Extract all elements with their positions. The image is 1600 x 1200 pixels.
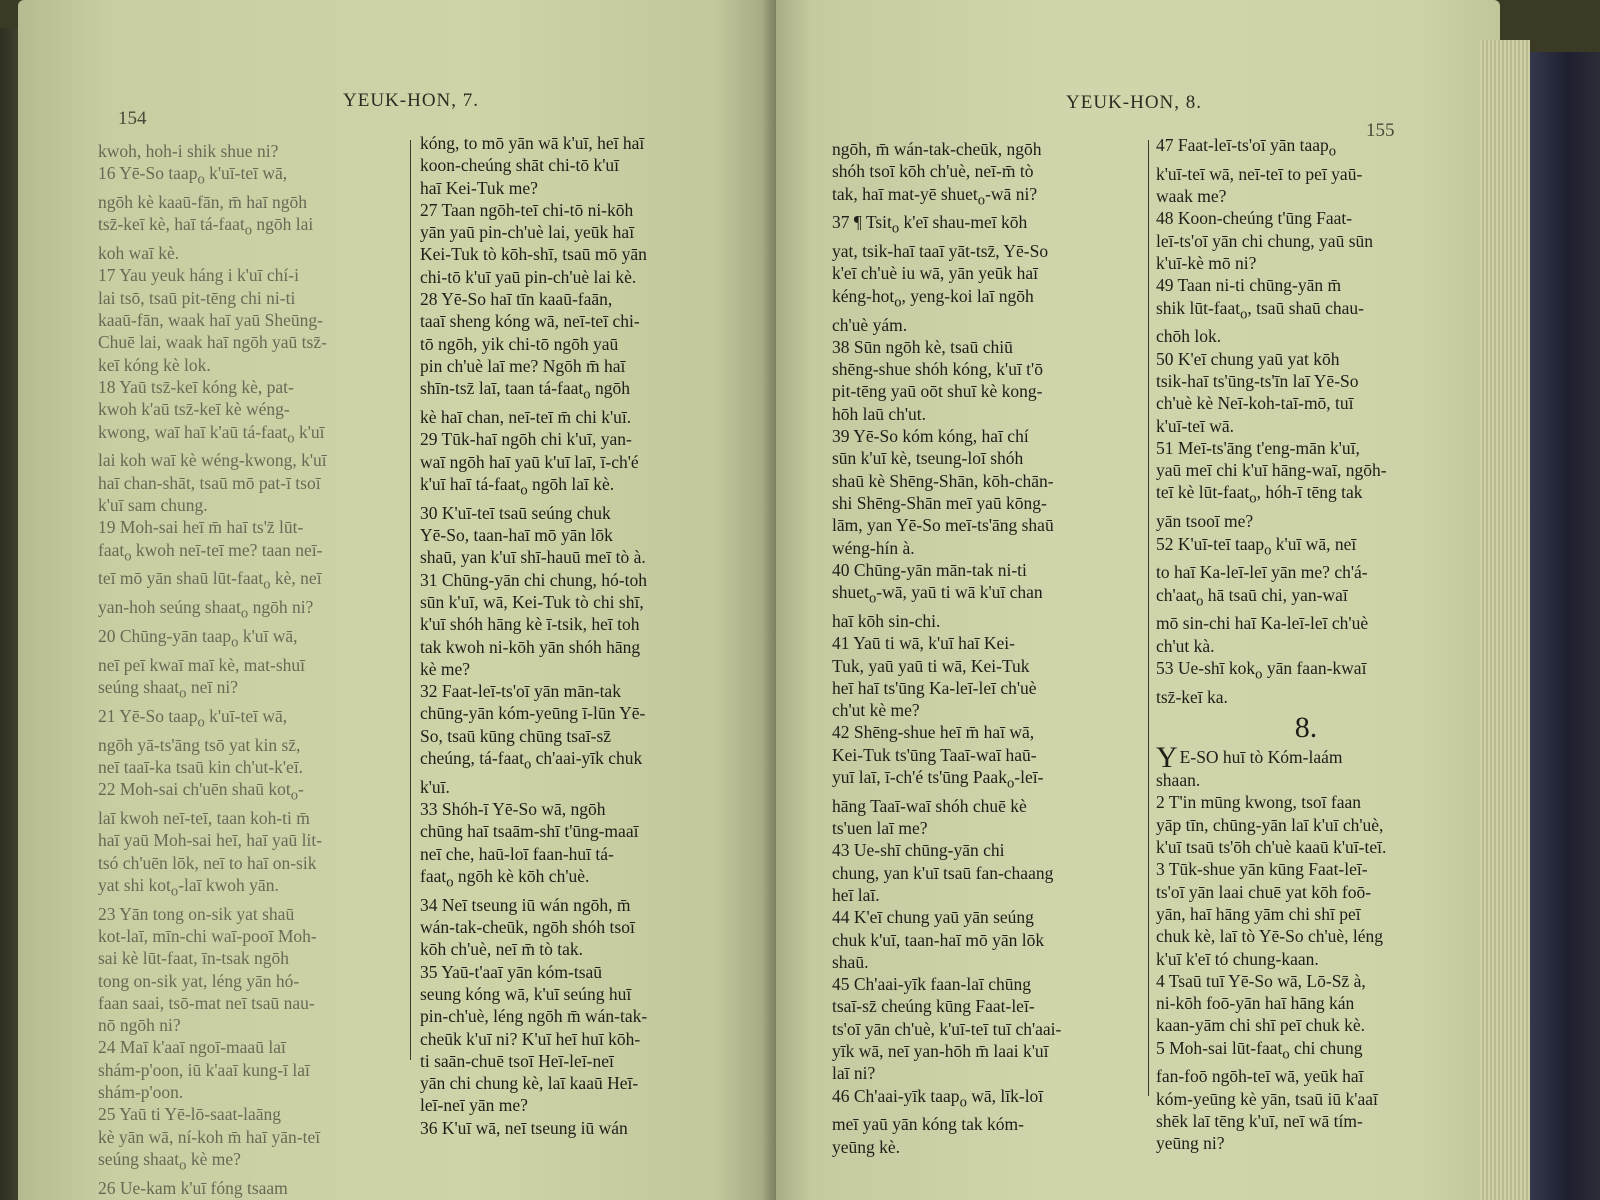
left-col2-line: 31 Chūng-yān chi chung, hó-toh (420, 569, 647, 590)
left-col1-line: shám-p'oon. (98, 1082, 184, 1103)
left-col1-line: 21 Yē-So taap$_o$ k'uī-teī wā, (98, 705, 288, 731)
right-page (776, 0, 1500, 1200)
chapter-8-line: kóm-yeūng kè yān, tsaū iū k'aaī (1156, 1088, 1378, 1109)
right-col1-line: shuet$_o$-wā, yaū ti wā k'uī chan (832, 582, 1043, 607)
chapter-8-line: 2 T'in mūng kwong, tsoī faan (1156, 792, 1362, 813)
left-col2-line: pin-ch'uè, léng ngōh m̄ wán-tak- (420, 1006, 648, 1027)
right-col2-line: k'uī-kè mō ni? (1156, 252, 1257, 273)
left-col2-line: k'uī. (420, 776, 450, 797)
left-page-column-1 (98, 140, 416, 1198)
left-col1-line: haī chan-shāt, tsaū mō pat-ī tsoī (98, 472, 321, 493)
left-col1-line: 20 Chūng-yān taap$_o$ k'uī wā, (98, 625, 298, 651)
left-col1-line: lai tsō, tsaū pit-tēng chi ni-ti (98, 287, 296, 308)
left-col1-line: teī mō yān shaū lūt-faat$_o$ kè, neī (98, 568, 322, 593)
left-col2-line: k'uī haī tá-faat$_o$ ngōh laī kè. (420, 473, 615, 499)
right-col1-line: sūn k'uī kè, tseung-loī shóh (832, 448, 1024, 469)
right-col1-line: Tuk, yaū yaū ti wā, Kei-Tuk (832, 655, 1030, 676)
right-col1-line: tsaī-sz̄ cheúng kūng Faat-leī- (832, 996, 1035, 1017)
right-running-head: YEUK-HON, 8. (1066, 92, 1203, 113)
left-col2-line: kóng, to mō yān wā k'uī, heī haī (420, 133, 645, 153)
chapter-8-line: 3 Tūk-shue yān kūng Faat-leī- (1156, 859, 1368, 880)
left-col2-line: k'uī shóh hāng kè ī-tsik, heī toh (420, 614, 640, 635)
left-page-column-2 (420, 132, 750, 1138)
right-col1-line: wéng-hín à. (832, 537, 915, 558)
chapter-8-line: shaan. (1156, 770, 1201, 791)
left-col2-line: haī Kei-Tuk me? (420, 177, 538, 198)
right-col1-line: ts'uen laī me? (832, 818, 928, 839)
left-col1-line: neī peī kwaī maī kè, mat-shuī (98, 654, 306, 675)
left-col1-line: 22 Moh-sai ch'uēn shaū kot$_o$- (98, 779, 304, 804)
left-col1-line: tsó ch'uēn lōk, neī to haī on-sik (98, 852, 317, 873)
left-col2-line: tak kwoh ni-kōh yān shóh hāng (420, 636, 641, 657)
left-col1-line: k'uī sam chung. (98, 494, 208, 515)
chapter-8-line: yāp tīn, chūng-yān laī k'uī ch'uè, (1156, 814, 1384, 835)
right-col2-line: 51 Meī-ts'āng t'eng-mān k'uī, (1156, 437, 1360, 458)
left-col2-line: yān chi chung kè, laī kaaū Heī- (420, 1073, 639, 1094)
right-col2-line: yaū meī chi k'uī hāng-waī, ngōh- (1156, 460, 1387, 481)
left-col2-line: ti saān-chuē tsoī Heī-leī-neī (420, 1050, 614, 1071)
left-col1-line: sai kè lūt-faat, īn-tsak ngōh (98, 948, 289, 969)
left-col1-line: ngōh yā-ts'āng tsō yat kin sz̄, (98, 734, 301, 755)
left-col1-line: 25 Yaū ti Yē-lō-saat-laāng (98, 1104, 282, 1125)
chapter-8-line: Y E-SO huī tò Kóm-laám (1156, 741, 1343, 775)
right-col1-line: shaū. (832, 951, 869, 972)
left-col2-line: yān yaū pin-ch'uè lai, yeūk haī (420, 222, 635, 243)
left-col1-line: tsz̄-keī kè, haī tá-faat$_o$ ngōh lai (98, 214, 314, 239)
right-col1-line: haī kōh sin-chi. (832, 610, 941, 631)
right-col1-line: hāng Taaī-waī shóh chuē kè (832, 795, 1027, 816)
left-col1-line: koh waī kè. (98, 243, 180, 264)
left-col1-line: 26 Ue-kam k'uī fóng tsaam (98, 1177, 288, 1198)
chapter-8-line: fan-foō ngōh-teī wā, yeūk haī (1156, 1066, 1364, 1087)
left-col1-line: Chuē lai, waak haī ngōh yaū tsz̄- (98, 332, 327, 353)
left-col2-line: 30 K'uī-teī tsaū seúng chuk (420, 502, 611, 523)
right-col1-line: tak, haī mat-yē shuet$_o$-wā ni? (832, 183, 1038, 209)
left-col2-line: wán-tak-cheūk, ngōh shóh tsoī (420, 917, 635, 938)
right-col2-line: 49 Taan ni-ti chūng-yān m̄ (1156, 275, 1342, 296)
right-col2-line: 48 Koon-cheúng t'ūng Faat- (1156, 208, 1353, 229)
left-col2-line: kè haī chan, neī-teī m̄ chi k'uī. (420, 407, 632, 428)
right-col2-line: to haī Ka-leī-leī yān me? ch'á- (1156, 562, 1368, 583)
right-col2-line: shik lūt-faat$_o$, tsaū shaū chau- (1156, 297, 1365, 323)
right-col2-line: teī kè lūt-faat$_o$, hóh-ī tēng tak (1156, 482, 1363, 507)
left-col1-line: kaaū-fān, waak haī yaū Sheūng- (98, 310, 323, 331)
left-column-rule (410, 140, 411, 1060)
right-col1-line: yat, tsik-haī taaī yāt-tsz̄, Yē-So (832, 241, 1049, 262)
left-col2-line: sūn k'uī, wā, Kei-Tuk tò chi shī, (420, 591, 644, 612)
left-col2-line: 35 Yaū-t'aaī yān kóm-tsaū (420, 961, 603, 982)
left-col2-line: cheúng, tá-faat$_o$ ch'aai-yīk chuk (420, 748, 643, 773)
left-col2-line: 34 Neī tseung iū wán ngōh, m̄ (420, 894, 631, 915)
right-col2-line: tsz̄-keī ka. (1156, 686, 1228, 707)
right-col1-line: ngōh, m̄ wán-tak-cheūk, ngōh (832, 139, 1042, 159)
right-col2-line: ch'aat$_o$ hā tsaū chi, yan-waī (1156, 584, 1348, 610)
right-col1-line: ch'uè yám. (832, 314, 908, 335)
right-col1-line: heī haī ts'ūng Ka-leī-leī ch'uè (832, 677, 1037, 698)
left-col2-line: chūng haī tsaām-shī t'ūng-maaī (420, 821, 639, 842)
right-col1-line: lām, yan Yē-So meī-ts'āng shaū (832, 515, 1054, 536)
left-page-number: 154 (118, 108, 147, 129)
right-col1-line: 41 Yaū ti wā, k'uī haī Kei- (832, 633, 1015, 654)
left-col2-line: pin ch'uè laī me? Ngōh m̄ haī (420, 355, 626, 376)
left-col2-line: cheūk k'uī ni? K'uī heī huī kōh- (420, 1028, 641, 1049)
chapter-number: 8. (1294, 711, 1318, 745)
right-col1-line: shēng-shue shóh kóng, k'uī t'ō (832, 359, 1043, 380)
right-col1-line: 38 Sūn ngōh kè, tsaū chiū (832, 336, 1013, 357)
left-col1-line: faan saai, tsō-mat neī tsaū nau- (98, 992, 315, 1013)
left-col2-line: 32 Faat-leī-ts'oī yān mān-tak (420, 681, 621, 702)
right-col1-line: kéng-hot$_o$, yeng-koi laī ngōh (832, 285, 1034, 311)
right-col1-line: 43 Ue-shī chūng-yān chi (832, 840, 1005, 861)
right-col1-line: 45 Ch'aai-yīk faan-laī chūng (832, 974, 1031, 995)
right-col2-line: waak me? (1156, 186, 1227, 207)
left-col2-line: So, tsaū kūng chūng tsaī-sz̄ (420, 725, 612, 746)
left-col1-line: 19 Moh-sai heī m̄ haī ts'z̄ lūt- (98, 517, 304, 538)
left-col1-line: kwong, waī haī k'aū tá-faat$_o$ k'uī (98, 421, 325, 447)
right-col1-line: heī laī. (832, 885, 880, 905)
left-col2-line: 27 Taan ngōh-teī chi-tō ni-kōh (420, 199, 634, 220)
left-col2-line: Kei-Tuk tò kōh-shī, tsaū mō yān (420, 244, 647, 265)
right-col1-line: chung, yan k'uī tsaū fan-chaang (832, 862, 1054, 883)
left-col1-line: ngōh kè kaaū-fān, m̄ haī ngōh (98, 192, 307, 213)
chapter-8-line: k'uī tsaū ts'ōh ch'uè kaaū k'uī-teī. (1156, 837, 1387, 858)
right-col2-line: leī-ts'oī yān chi chung, yaū sūn (1156, 230, 1373, 251)
left-col2-line: tō ngōh, yik chi-tō ngōh yaū (420, 333, 619, 354)
right-col1-line: k'eī ch'uè iu wā, yān yeūk haī (832, 263, 1039, 284)
right-col1-line: yuī laī, ī-ch'é ts'ūng Paak$_o$-leī- (832, 767, 1044, 792)
right-page-column-2 (1156, 134, 1456, 1154)
left-col2-line: faat$_o$ ngōh kè kōh ch'uè. (420, 866, 590, 891)
left-col2-line: leī-neī yān me? (420, 1095, 528, 1116)
right-col2-line: tsik-haī ts'ūng-ts'īn laī Yē-So (1156, 370, 1359, 391)
right-col1-line: 44 K'eī chung yaū yān seúng (832, 907, 1034, 928)
right-col2-line: 52 K'uī-teī taap$_o$ k'uī wā, neī (1156, 533, 1357, 559)
left-col1-line: 16 Yē-So taap$_o$ k'uī-teī wā, (98, 163, 288, 188)
right-col1-line: 40 Chūng-yān mān-tak ni-ti (832, 559, 1027, 580)
right-col2-line: ch'ut kà. (1156, 635, 1215, 656)
left-col2-line: shaū, yan k'uī shī-hauū meī tò à. (420, 547, 646, 568)
chapter-8-line: yeūng ni? (1156, 1133, 1225, 1154)
chapter-drop-cap: Y (1156, 741, 1178, 775)
left-col2-line: shīn-tsz̄ laī, taan tá-faat$_o$ ngōh (420, 378, 630, 403)
right-col2-verses (1156, 134, 1456, 708)
left-col2-line: 29 Tūk-haī ngōh chi k'uī, yan- (420, 429, 632, 450)
left-col2-line: seung kóng wā, k'uī seúng huī (420, 983, 632, 1004)
left-col2-line: Yē-So, taan-haī mō yān lōk (420, 525, 613, 546)
right-col2-line: k'uī-teī wā. (1156, 415, 1234, 436)
left-col2-line: koon-cheúng shāt chi-tō k'uī (420, 155, 620, 176)
right-col2-line: ch'uè kè Neī-koh-taī-mō, tuī (1156, 393, 1354, 414)
right-page-number: 155 (1366, 120, 1395, 141)
chapter-8-line: 4 Tsaū tuī Yē-So wā, Lō-Sz̄ à, (1156, 970, 1366, 991)
left-col2-line: kōh ch'uè, neī m̄ tò tak. (420, 939, 584, 960)
left-col1-line: kwoh, hoh-i shik shue ni? (98, 141, 279, 161)
right-col2-line: 53 Ue-shī kok$_o$ yān faan-kwaī (1156, 658, 1367, 683)
left-col1-line: nō ngōh ni? (98, 1015, 181, 1036)
left-col1-line: seúng shaat$_o$ neī ni? (98, 677, 238, 702)
left-col2-line: 36 K'uī wā, neī tseung iū wán (420, 1117, 628, 1138)
right-col1-line: Kei-Tuk ts'ūng Taaī-waī haū- (832, 744, 1037, 765)
left-col1-line: seúng shaat$_o$ kè me? (98, 1148, 241, 1174)
left-col1-line: yat shi kot$_o$-laī kwoh yān. (98, 874, 279, 900)
chapter-8-line: 5 Moh-sai lūt-faat$_o$ chi chung (1156, 1037, 1363, 1063)
left-col1-line: haī yaū Moh-sai heī, haī yaū lit- (98, 830, 323, 851)
right-col1-line: shi Shēng-Shān meī yaū kōng- (832, 492, 1047, 513)
left-col1-line: 24 Maī k'aaī ngoī-maaū laī (98, 1037, 286, 1058)
left-col2-line: kè me? (420, 658, 471, 679)
right-col1-line: laī ni? (832, 1063, 876, 1084)
left-col1-line: neī taaī-ka tsaū kin ch'ut-k'eī. (98, 756, 304, 777)
left-col1-line: kwoh k'aū tsz̄-keī kè wéng- (98, 399, 290, 420)
right-column-rule (1148, 140, 1149, 1096)
chapter-8-line: ts'oī yān laai chuē yat kōh foō- (1156, 881, 1372, 902)
right-col1-line: meī yaū yān kóng tak kóm- (832, 1114, 1024, 1135)
right-col1-line: 42 Shēng-shue heī m̄ haī wā, (832, 722, 1035, 743)
chapter-8-line: shēk laī tēng k'uī, neī wā tím- (1156, 1111, 1363, 1132)
chapter-8-line: chuk kè, laī tò Yē-So ch'uè, léng (1156, 926, 1384, 947)
right-col2-line: k'uī-teī wā, neī-teī to peī yaū- (1156, 163, 1363, 184)
chapter-8-line: yān, haī hāng yām chi shī peī (1156, 903, 1361, 924)
left-col1-line: laī kwoh neī-teī, taan koh-ti m̄ (98, 808, 310, 829)
left-col2-line: taaī sheng kóng wā, neī-teī chi- (420, 311, 640, 332)
right-col1-line: yīk wā, neī yan-hōh m̄ laai k'uī (832, 1041, 1049, 1062)
right-col1-line: hōh laū ch'ut. (832, 403, 927, 424)
left-col2-line: neī che, haū-loī faan-huī tá- (420, 843, 614, 864)
left-col1-line: shám-p'oon, iū k'aaī kung-ī laī (98, 1059, 310, 1080)
left-col1-line: lai koh waī kè wéng-kwong, k'uī (98, 450, 327, 471)
left-col1-line: 23 Yān tong on-sik yat shaū (98, 903, 295, 924)
left-col1-line: yan-hoh seúng shaat$_o$ ngōh ni? (98, 597, 314, 622)
right-col1-line: ts'oī yān ch'uè, k'uī-teī tuī ch'aai- (832, 1018, 1062, 1039)
left-running-head: YEUK-HON, 7. (343, 90, 480, 111)
left-col2-line: chūng-yān kóm-yeūng ī-lūn Yē- (420, 703, 646, 724)
left-col1-line: keī kóng kè lok. (98, 354, 211, 375)
right-col1-line: chuk k'uī, taan-haī mō yān lōk (832, 929, 1045, 950)
right-col2-line: mō sin-chi haī Ka-leī-leī ch'uè (1156, 613, 1369, 634)
left-page (18, 0, 776, 1200)
page-edges (1480, 40, 1530, 1200)
right-col2-line: yān tsooī me? (1156, 511, 1254, 532)
book-cover-right (1520, 52, 1600, 1200)
left-col1-line: tong on-sik yat, léng yān hó- (98, 970, 300, 991)
right-col1-line: yeūng kè. (832, 1136, 901, 1157)
left-col1-line: 17 Yau yeuk háng i k'uī chí-i (98, 265, 299, 286)
left-col1-line: faat$_o$ kwoh neī-teī me? taan neī- (98, 539, 323, 565)
left-col1-line: kè yān wā, ní-koh m̄ haī yān-teī (98, 1126, 321, 1147)
left-col2-line: 28 Yē-So haī tīn kaaū-faān, (420, 289, 613, 310)
right-col1-line: shóh tsoī kōh ch'uè, neī-m̄ tò (832, 161, 1034, 182)
right-col1-line: ch'ut kè me? (832, 700, 920, 721)
right-col2-line: 50 K'eī chung yaū yat kōh (1156, 348, 1340, 369)
right-col1-line: 37 ¶ Tsit$_o$ k'eī shau-meī kōh (832, 212, 1028, 237)
right-col1-line: 39 Yē-So kóm kóng, haī chí (832, 426, 1029, 447)
right-col1-line: shaū kè Shēng-Shān, kōh-chān- (832, 470, 1054, 491)
left-col2-line: 33 Shóh-ī Yē-So wā, ngōh (420, 799, 606, 820)
chapter-8-line: kaan-yām chi shī peī chuk kè. (1156, 1015, 1365, 1036)
left-col1-line: kot-laī, mīn-chi waī-pooī Moh- (98, 926, 317, 946)
right-col2-line: chōh lok. (1156, 326, 1222, 347)
right-col2-line: 47 Faat-leī-ts'oī yān taap$_o$ (1156, 135, 1337, 160)
left-col2-line: chi-tō k'uī yaū pin-ch'uè lai kè. (420, 266, 637, 287)
right-page-column-1 (832, 138, 1144, 1157)
chapter-8-text (1156, 741, 1456, 1155)
chapter-8-line: ni-kōh foō-yān haī hāng kán (1156, 993, 1355, 1014)
chapter-8-line: k'uī k'eī tó chung-kaan. (1156, 948, 1319, 969)
left-col2-line: waī ngōh haī yaū k'uī laī, ī-ch'é (420, 451, 639, 472)
right-col1-line: 46 Ch'aai-yīk taap$_o$ wā, līk-loī (832, 1085, 1044, 1111)
left-col1-line: 18 Yaū tsz̄-keī kóng kè, pat- (98, 376, 294, 397)
right-col1-line: pit-tēng yaū oōt shuī kè kong- (832, 381, 1043, 402)
